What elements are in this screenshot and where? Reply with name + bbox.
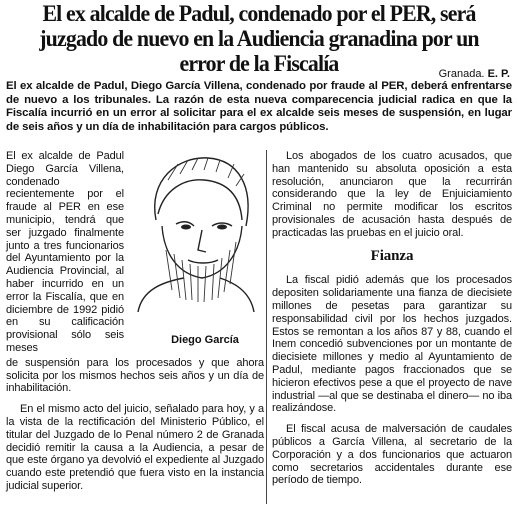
portrait-drawing bbox=[128, 150, 264, 312]
headline: El ex alcalde de Padul, condenado por el PER, será juzgado de nuevo en la Audiencia granadina por un error de la Fiscalía bbox=[39, 1, 479, 77]
col1-paragraph-2: En el mismo acto del juicio, señalado para hoy, y a la vista de la rectificación del Ministerio Público, el titular del Juzgado de lo Penal número 2 de Granada decidió remitir la causa a la Audiencia, a pesar de que este órgano ya devolvió el expediente al Juzgado cuando este pretendió que fuera visto en la instancia judicial superior. bbox=[6, 403, 264, 492]
column-right bbox=[272, 150, 512, 495]
col2-paragraph-3: El fiscal acusa de malversación de caudales públicos a García Villena, al secretario de la Corporación y a dos funcionarios que actuaron como secretarios accidentales durante ese período de tiempo. bbox=[272, 423, 512, 487]
subhead-fianza: Fianza bbox=[370, 247, 414, 264]
column-divider bbox=[266, 150, 267, 504]
col2-paragraph-2: La fiscal pidió además que los procesados depositen solidariamente una fianza de diecisiete millones de pesetas para garantizar su responsabilidad civil por los hechos juzgados. Estos se remontan a los años 87 y 88, cuando el Inem concedió subvenciones por un montante de diecisiete millones y medio al Ayuntamiento de Padul, mediante pagos fraccionados que se hicieron efectivos pese a que el proyecto de nave industrial —al que se destinaba el dinero— no iba realizándose. bbox=[272, 274, 512, 415]
byline-place: Granada. bbox=[438, 68, 485, 80]
col1-paragraph-1-wrap: El ex alcalde de Padul Diego García Villena, condenado recientemente por el fraude al PER en ese municipio, tendrá que ser juzgado finalmente junto a tres funcionarios del Ayuntamiento por la Audiencia Provincial, al haber incurrido en un error la Fiscalía, que en diciembre de 1992 pidió en su calificación provisional sólo seis meses bbox=[6, 150, 124, 354]
byline-agency: E. P. bbox=[487, 68, 510, 80]
col1-paragraph-1-rest: de suspensión para los procesados y que ahora solicita por los mismos hechos seis años y un día de inhabilitación. bbox=[6, 356, 264, 395]
photo-caption: Diego García bbox=[171, 334, 239, 346]
col2-paragraph-1: Los abogados de los cuatro acusados, que han mantenido su absoluta oposición a esta resolución, anunciaron que la recurrirán considerando que la ley de Enjuiciamiento Criminal no permite modificar los escritos provisionales de acusación hasta después de practicadas las pruebas en el juicio oral. bbox=[272, 150, 512, 239]
lead-paragraph: El ex alcalde de Padul, Diego García Villena, condenado por fraude al PER, deberá enfrentarse de nuevo a los tribunales. La razón de esta nueva comparecencia judicial radica en que la Fiscalía incurrió en un error al solicitar para el ex alcalde seis meses de suspensión, en lugar de seis años y un día de inhabilitación para cargos públicos. bbox=[6, 80, 512, 133]
byline bbox=[439, 68, 510, 80]
